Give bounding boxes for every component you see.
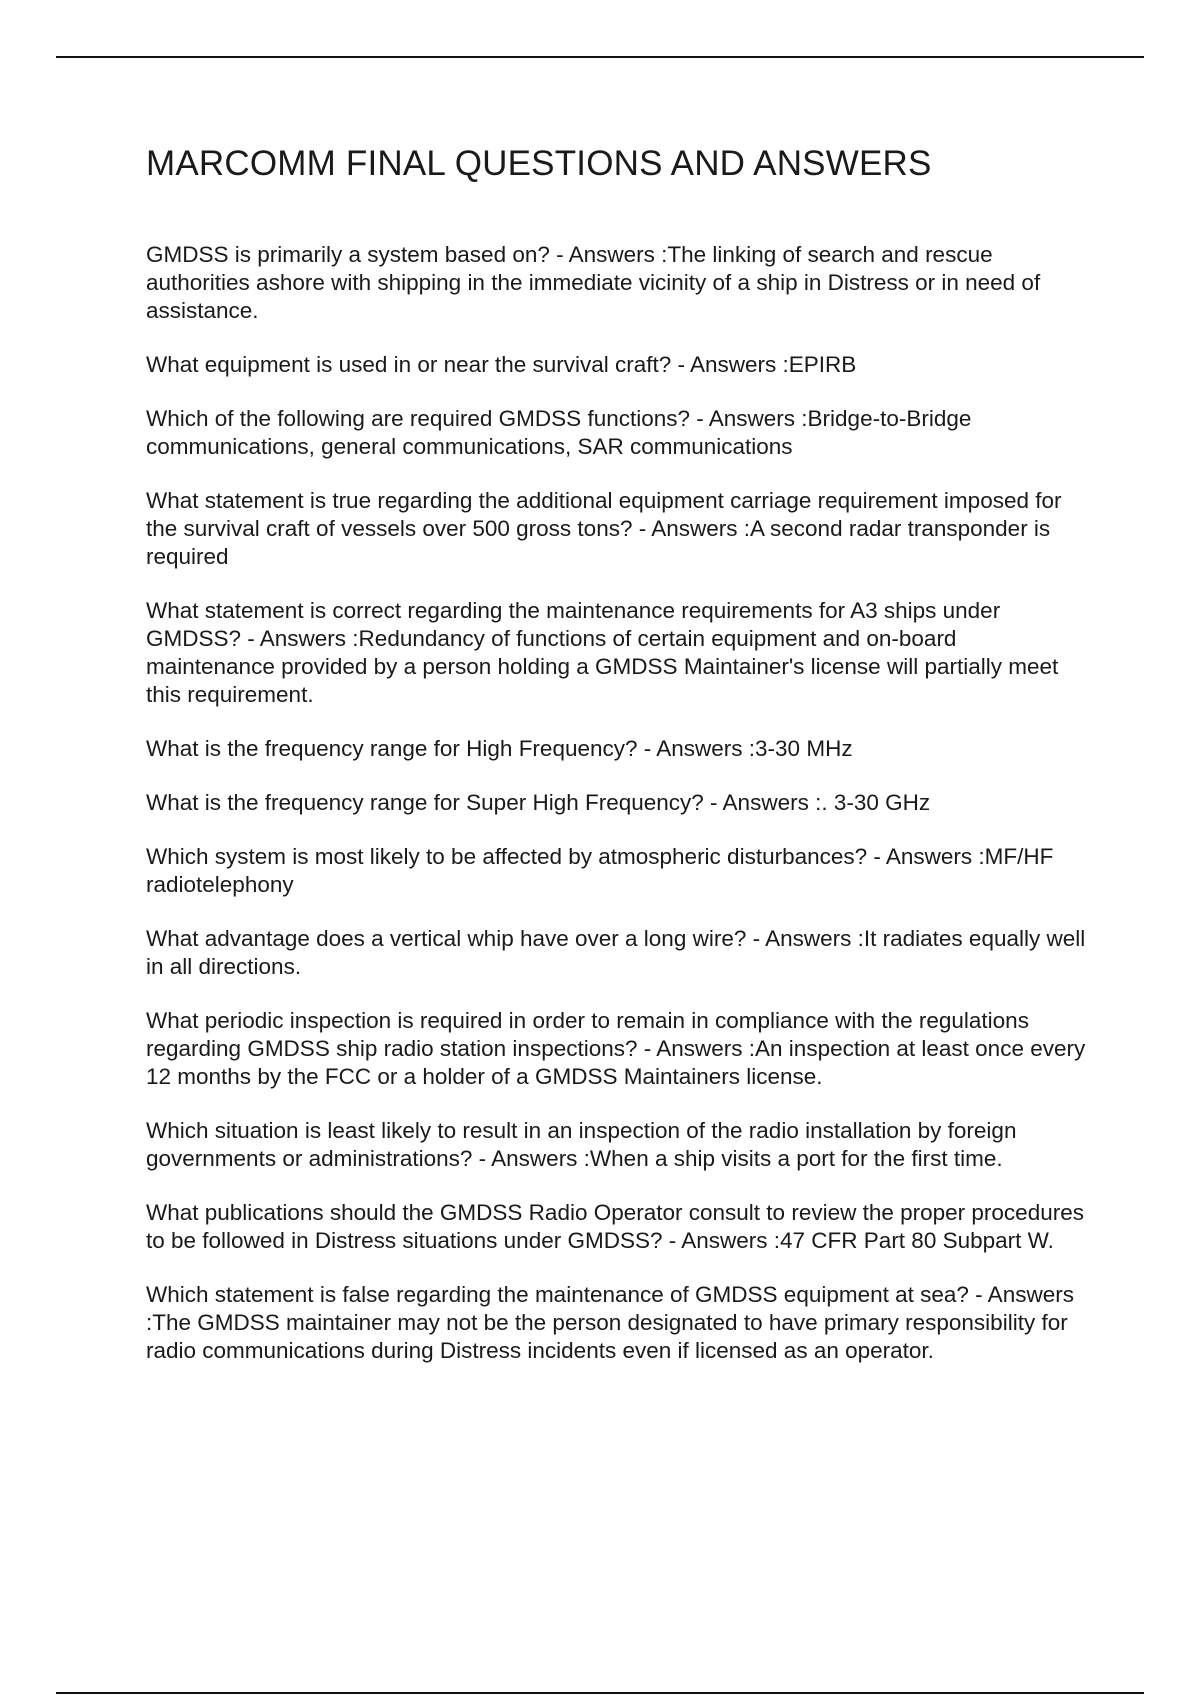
document-body: [146, 140, 1086, 1391]
qa-item-3: Which of the following are required GMDSS functions? - Answers :Bridge-to-Bridge communications, general communications, SAR communications: [146, 406, 972, 459]
qa-item-12: What publications should the GMDSS Radio Operator consult to review the proper procedures to be followed in Distress situations under GMDSS? - Answers :47 CFR Part 80 Subpart W.: [146, 1200, 1084, 1253]
bottom-divider: [56, 1692, 1144, 1694]
qa-item-9: What advantage does a vertical whip have over a long wire? - Answers :It radiates equally well in all directions.: [146, 926, 1086, 979]
qa-item-7: What is the frequency range for Super High Frequency? - Answers :. 3-30 GHz: [146, 790, 931, 815]
qa-item-2: What equipment is used in or near the survival craft? - Answers :EPIRB: [146, 352, 857, 377]
qa-item-4: What statement is true regarding the additional equipment carriage requirement imposed for the survival craft of vessels over 500 gross tons? - Answers :A second radar transponder is required: [146, 488, 1062, 569]
qa-item-8: Which system is most likely to be affected by atmospheric disturbances? - Answers :MF/HF radiotelephony: [146, 844, 1054, 897]
qa-item-10: What periodic inspection is required in order to remain in compliance with the regulations regarding GMDSS ship radio station inspections? - Answers :An inspection at least once every 12 months by the FCC or a holder of a GMDSS Maintainers license.: [146, 1008, 1086, 1089]
qa-item-5: What statement is correct regarding the maintenance requirements for A3 ships under GMDSS? - Answers :Redundancy of functions of certain equipment and on-board maintenance provided by a person holding a GMDSS Maintainer's license will partially meet this requirement.: [146, 598, 1059, 707]
qa-item-6: What is the frequency range for High Frequency? - Answers :3-30 MHz: [146, 736, 853, 761]
top-divider: [56, 56, 1144, 58]
page-title: MARCOMM FINAL QUESTIONS AND ANSWERS: [146, 144, 932, 183]
qa-item-11: Which situation is least likely to result in an inspection of the radio installation by foreign governments or administrations? - Answers :When a ship visits a port for the first time.: [146, 1118, 1017, 1171]
qa-item-13: Which statement is false regarding the maintenance of GMDSS equipment at sea? - Answers :The GMDSS maintainer may not be the person designated to have primary responsibility for radio communications during Distress incidents even if licensed as an operator.: [146, 1282, 1074, 1363]
qa-list: [146, 241, 1086, 1365]
qa-item-1: GMDSS is primarily a system based on? - Answers :The linking of search and rescue authorities ashore with shipping in the immediate vicinity of a ship in Distress or in need of assistance.: [146, 242, 1041, 323]
